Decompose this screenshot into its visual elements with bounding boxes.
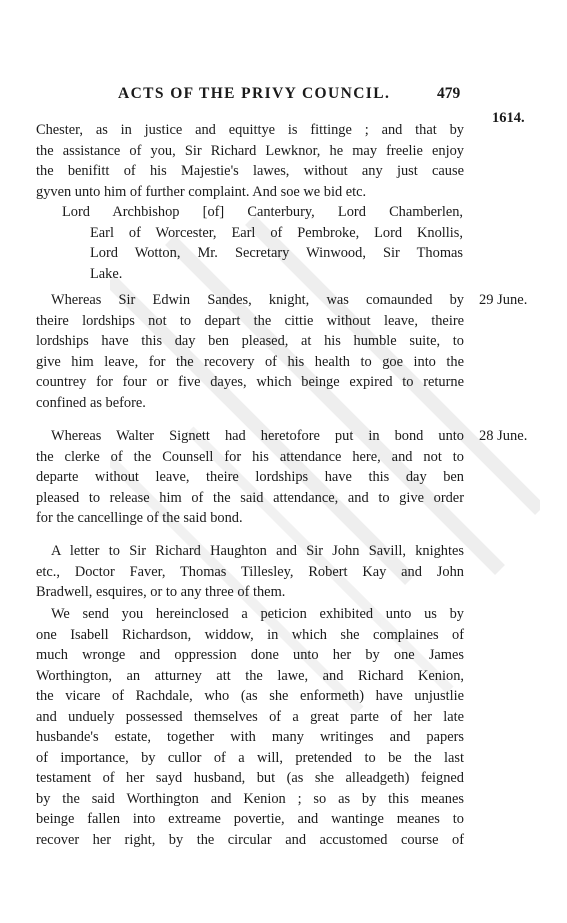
text-line: one Isabell Richardson, widdow, in which she complaines of: [36, 626, 464, 643]
margin-year: 1614.: [492, 110, 525, 126]
text-line: pleased to release him of the said attendance, and to give order: [36, 489, 464, 506]
paragraph-walter-signett: [36, 426, 464, 529]
text-line: We send you hereinclosed a peticion exhibited unto us by: [51, 606, 464, 622]
text-line: Whereas Sir Edwin Sandes, knight, was comaunded by: [51, 292, 464, 308]
text-line: Whereas Walter Signett had heretofore put in bond unto: [51, 428, 464, 444]
text-line: departe without leave, theire lordships have this day ben: [36, 469, 464, 485]
running-title: ACTS OF THE PRIVY COUNCIL.: [118, 85, 391, 102]
text-line: lordships have this day ben pleased, at his humble suite, to: [36, 333, 464, 349]
text-line: give him leave, for the recovery of his health to goe into the: [36, 353, 464, 370]
text-line: for the cancellinge of the said bond.: [36, 510, 243, 526]
text-line: theire lordships not to depart the cittie without leave, theire: [36, 312, 464, 329]
text-line: confined as before.: [36, 394, 146, 411]
paragraph-isabell-richardson: [36, 604, 464, 850]
text-line: by the said Worthington and Kenion ; so as by this meanes: [36, 790, 464, 807]
text-line: Earl of Worcester, Earl of Pembroke, Lord Knollis,: [90, 224, 463, 241]
text-line: the assistance of you, Sir Richard Lewknor, he may freelie enjoy: [36, 142, 464, 159]
text-line: countrey for four or five dayes, which beinge expired to returne: [36, 374, 464, 390]
text-line: etc., Doctor Faver, Thomas Tillesley, Robert Kay and John: [36, 563, 464, 580]
text-line: much wronge and oppression done unto her by one James: [36, 647, 464, 663]
text-line: Bradwell, esquires, or to any three of them.: [36, 584, 286, 600]
text-line: the clerke of the Counsell for his attendance here, and not to: [36, 448, 464, 465]
text-line: testament of her sayd husband, but (as she alleadgeth) feigned: [36, 770, 464, 786]
text-line: Chester, as in justice and equittye is fittinge ; and that by: [36, 122, 464, 138]
page-number: 479: [437, 85, 461, 102]
text-line: beinge fallen into extreame povertie, and wantinge meanes to: [36, 811, 464, 827]
text-line: and unduely possessed themselves of a great parte of her late: [36, 708, 464, 725]
margin-date-29-june: 29 June.: [479, 292, 528, 308]
text-line: Lake.: [90, 265, 123, 282]
paragraph-letter-closing: [36, 120, 464, 202]
paragraph-edwin-sandes: [36, 290, 464, 413]
text-line: husbande's estate, together with many writinges and papers: [36, 729, 464, 745]
text-line: Lord Wotton, Mr. Secretary Winwood, Sir Thomas: [90, 245, 463, 261]
text-line: the vicare of Rachdale, who (as she enformeth) have unjustlie: [36, 688, 464, 704]
text-line: gyven unto him of further complaint. And soe we bid etc.: [36, 183, 367, 200]
paragraph-letter-address: [36, 541, 464, 603]
margin-date-28-june: 28 June.: [479, 428, 528, 444]
text-line: Lord Archbishop [of] Canterbury, Lord Chamberlen,: [62, 204, 463, 220]
text-line: A letter to Sir Richard Haughton and Sir John Savill, knightes: [51, 543, 464, 559]
text-line: of importance, by cullor of a will, pretended to be the last: [36, 749, 464, 766]
text-line: the benifitt of his Majestie's lawes, without any just cause: [36, 163, 464, 179]
signatories-list: [62, 202, 463, 284]
text-line: recover her right, by the circular and accustomed course of: [36, 831, 464, 848]
text-line: Worthington, an atturney att the lawe, and Richard Kenion,: [36, 667, 464, 684]
